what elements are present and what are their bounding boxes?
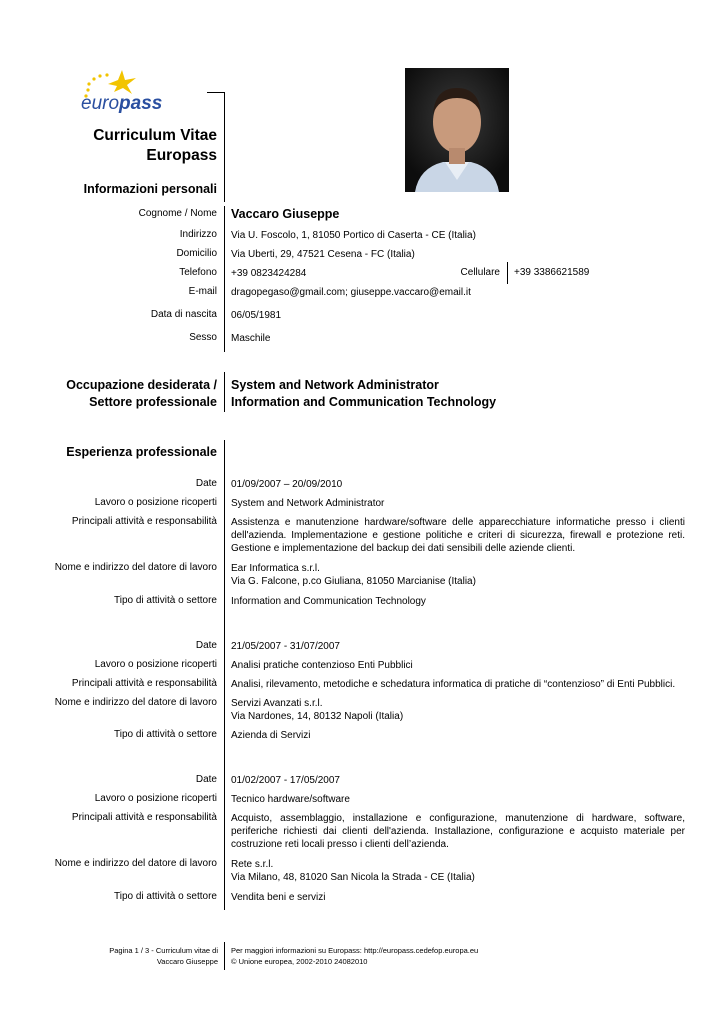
job3-position: Tecnico hardware/software: [231, 794, 350, 805]
job1-activities-label: Principali attività e responsabilità: [71, 516, 217, 527]
job1-date: 01/09/2007 – 20/09/2010: [231, 479, 343, 490]
job2-employer-name: Servizi Avanzati s.r.l.: [231, 698, 323, 709]
value-email: dragopegaso@gmail.com; giuseppe.vaccaro@email.it: [231, 287, 471, 298]
occupation-label-line-2: Settore professionale: [89, 395, 217, 409]
title-line-2: Europass: [146, 147, 217, 164]
profile-photo: [405, 68, 509, 192]
value-birth-date: 06/05/1981: [231, 310, 282, 321]
job3-sector: Vendita beni e servizi: [231, 892, 326, 903]
job3-employer-name: Rete s.r.l.: [231, 859, 274, 870]
header-divider: [224, 92, 225, 202]
label-occupation: [66, 377, 217, 411]
footer-divider: [224, 942, 225, 970]
job2-sector: Azienda di Servizi: [231, 730, 311, 741]
column-divider-personal: [224, 206, 225, 352]
footer-right-line-2: © Unione europea, 2002-2010 24082010: [231, 957, 368, 966]
job2-activities-label: Principali attività e responsabilità: [71, 678, 217, 689]
title-line-1: Curriculum Vitae: [93, 127, 217, 144]
job1-employer-address: Via G. Falcone, p.co Giuliana, 81050 Marcianise (Italia): [231, 576, 476, 587]
job3-date-label: Date: [195, 774, 217, 785]
job1-position-label: Lavoro o posizione ricoperti: [94, 497, 217, 508]
footer-right-line-1[interactable]: Per maggiori informazioni su Europass: http://europass.cedefop.europa.eu: [231, 946, 479, 955]
label-domicile: Domicilio: [176, 248, 217, 259]
job1-position: System and Network Administrator: [231, 498, 385, 509]
occupation-label-line-1: Occupazione desiderata /: [66, 378, 217, 392]
job1-date-label: Date: [195, 478, 217, 489]
value-occupation: [231, 377, 685, 411]
footer-left-line-1: Pagina 1 / 3 - Curriculum vitae di: [109, 946, 218, 955]
label-name: Cognome / Nome: [138, 208, 217, 219]
label-birth-date: Data di nascita: [150, 309, 217, 320]
label-gender: Sesso: [189, 332, 217, 343]
job2-date-label: Date: [195, 640, 217, 651]
logo-text-euro: euro: [81, 93, 120, 114]
value-domicile: Via Uberti, 29, 47521 Cesena - FC (Italia): [231, 249, 415, 260]
column-divider-occupation: [224, 372, 225, 412]
value-mobile: +39 3386621589: [514, 267, 590, 278]
job1-activities: Assistenza e manutenzione hardware/software delle apparecchiature informatiche presso i clienti dell'azienda. Implementazione e gestione politiche e criteri di sicurezza, firewall e protezione reti. Gestione e implementazione del backup dei dati sensibili delle aziende clienti.: [231, 517, 685, 554]
job2-employer-address: Via Nardones, 14, 80132 Napoli (Italia): [231, 711, 404, 722]
job3-sector-label: Tipo di attività o settore: [113, 891, 217, 902]
value-name: Vaccaro Giuseppe: [231, 207, 340, 221]
column-divider-experience: [224, 440, 225, 910]
footer-info: [231, 945, 478, 967]
job3-employer-address: Via Milano, 48, 81020 San Nicola la Strada - CE (Italia): [231, 872, 475, 883]
value-address: Via U. Foscolo, 1, 81050 Portico di Caserta - CE (Italia): [231, 230, 476, 241]
job2-employer-label: Nome e indirizzo del datore di lavoro: [54, 697, 217, 708]
job2-position-label: Lavoro o posizione ricoperti: [94, 659, 217, 670]
label-phone: Telefono: [179, 267, 217, 278]
job2-employer: [231, 697, 685, 723]
europass-logo: [78, 66, 168, 116]
portrait-icon: [405, 68, 509, 192]
label-mobile: Cellulare: [460, 267, 500, 278]
section-personal-info: Informazioni personali: [83, 182, 217, 196]
section-experience: Esperienza professionale: [66, 445, 217, 459]
job3-employer-label: Nome e indirizzo del datore di lavoro: [54, 858, 217, 869]
occupation-value-line-1: System and Network Administrator: [231, 378, 439, 392]
occupation-value-line-2: Information and Communication Technology: [231, 395, 497, 409]
job3-activities-label: Principali attività e responsabilità: [71, 812, 217, 823]
value-gender: Maschile: [231, 333, 271, 344]
job1-sector-label: Tipo di attività o settore: [113, 595, 217, 606]
page-title: [93, 126, 217, 166]
footer-page-info: [109, 945, 218, 967]
job2-position: Analisi pratiche contenzioso Enti Pubblici: [231, 660, 413, 671]
label-email: E-mail: [188, 286, 217, 297]
job3-position-label: Lavoro o posizione ricoperti: [94, 793, 217, 804]
job1-employer-name: Ear Informatica s.r.l.: [231, 563, 320, 574]
job2-date: 21/05/2007 - 31/07/2007: [231, 641, 340, 652]
value-phone: +39 0823424284: [231, 268, 307, 279]
job2-sector-label: Tipo di attività o settore: [113, 729, 217, 740]
job2-activities: Analisi, rilevamento, metodiche e schedatura informatica di pratiche di “contenzioso” di Enti Pubblici.: [231, 679, 676, 690]
job3-activities: Acquisto, assemblaggio, installazione e configurazione, manutenzione di hardware, software, periferiche richiesti dai clienti dell'azienda. Installazione, configurazione e acquisto materiale per costruzione reti locali presso i clienti dell’azienda.: [231, 813, 685, 850]
mobile-divider: [507, 262, 508, 284]
header-divider-top: [207, 92, 225, 93]
job1-employer-label: Nome e indirizzo del datore di lavoro: [54, 562, 217, 573]
job3-employer: [231, 858, 685, 884]
logo-text-pass: pass: [119, 93, 163, 114]
label-address: Indirizzo: [179, 229, 217, 240]
job1-employer: [231, 562, 685, 588]
job1-sector: Information and Communication Technology: [231, 596, 426, 607]
job3-date: 01/02/2007 - 17/05/2007: [231, 775, 340, 786]
footer-left-line-2: Vaccaro Giuseppe: [156, 957, 218, 966]
